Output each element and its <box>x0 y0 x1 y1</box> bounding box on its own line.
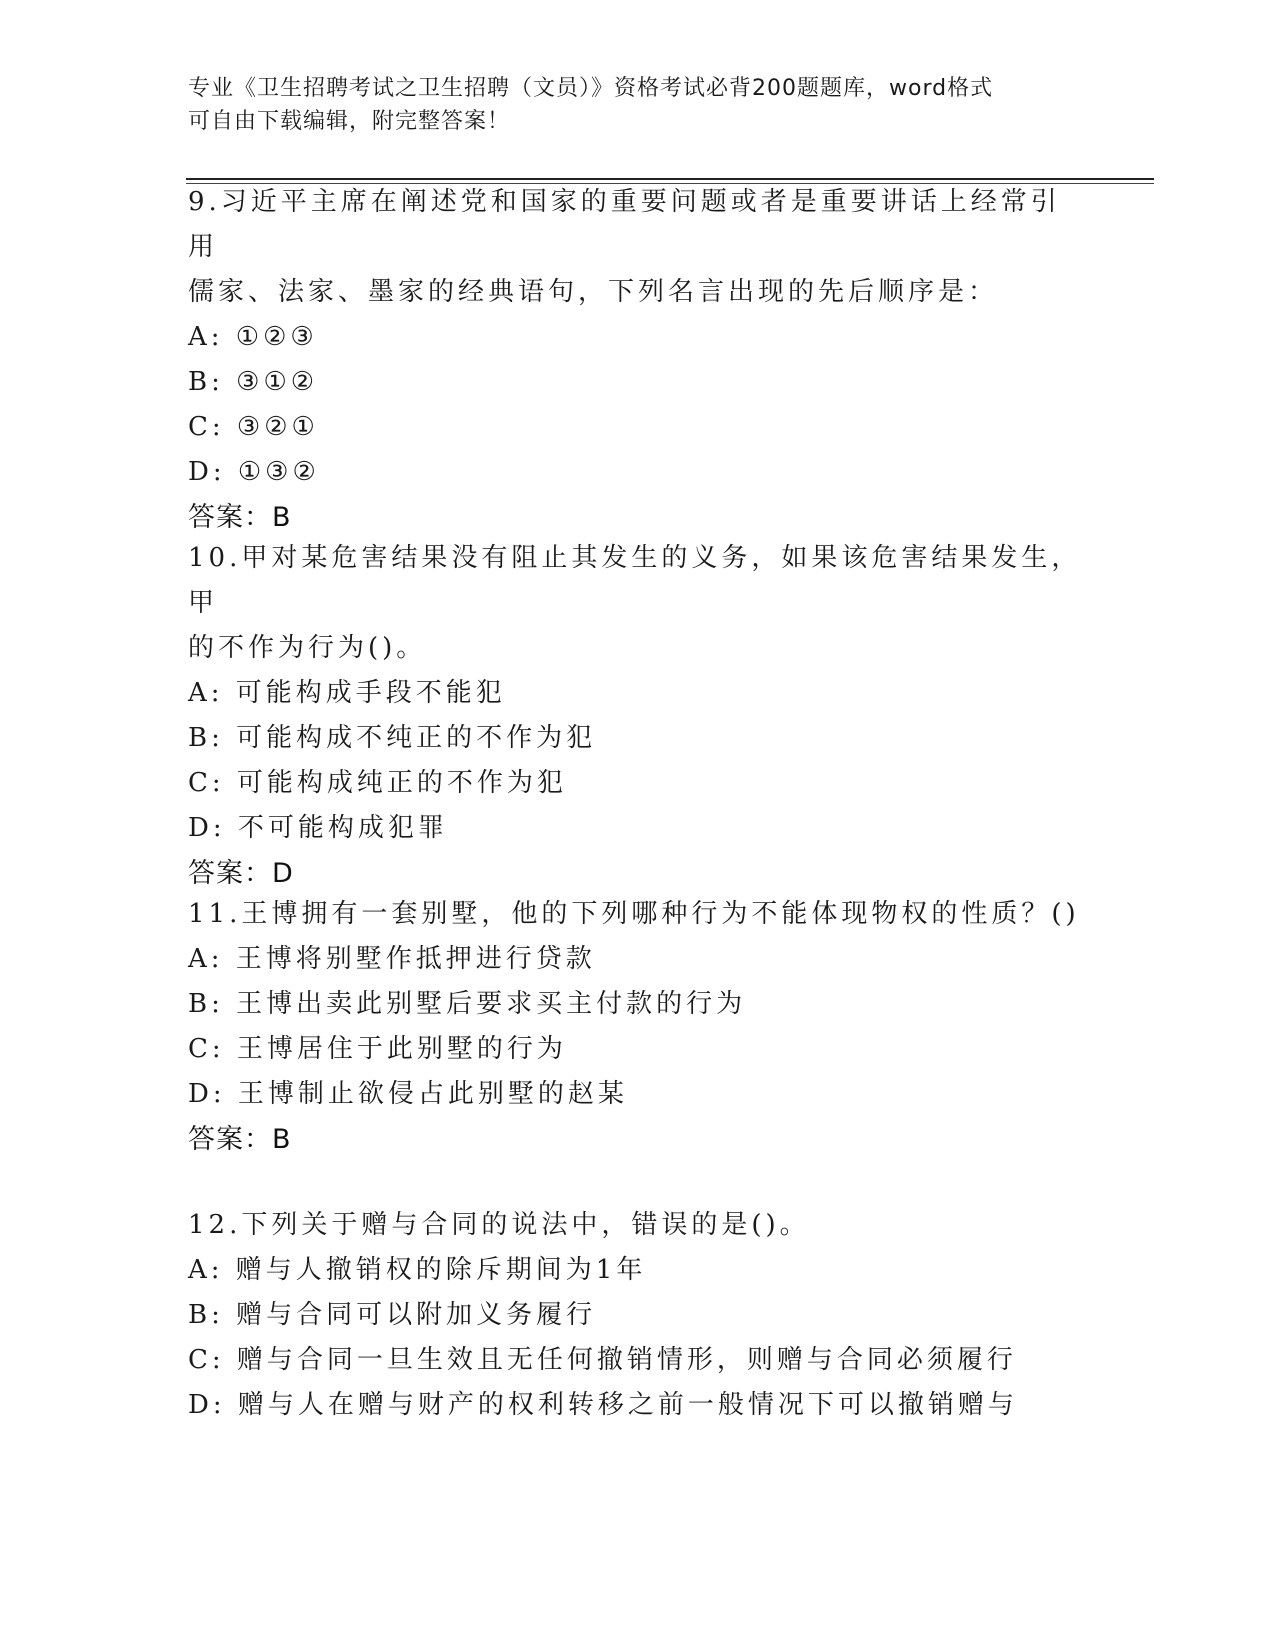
question-11 <box>188 892 1088 1162</box>
header-line-1: 专业《卫生招聘考试之卫生招聘（文员）》资格考试必背200题题库，word格式 <box>188 76 994 101</box>
question-stem-line: 11.王博拥有一套别墅，他的下列哪种行为不能体现物权的性质？() <box>188 899 1080 929</box>
question-12 <box>188 1203 1088 1428</box>
question-stem-line: 10.甲对某危害结果没有阻止其发生的义务，如果该危害结果发生，甲 <box>188 543 1082 618</box>
option-b: B: 赠与合同可以附加义务履行 <box>188 1300 597 1330</box>
option-d: D: 王博制止欲侵占此别墅的赵某 <box>188 1079 628 1109</box>
answer: 答案：B <box>188 502 292 533</box>
option-d: D: 赠与人在赠与财产的权利转移之前一般情况下可以撤销赠与 <box>188 1390 1018 1420</box>
option-b: B: 可能构成不纯正的不作为犯 <box>188 723 597 753</box>
option-a: A: 赠与人撤销权的除斥期间为1年 <box>188 1255 647 1285</box>
option-b: B: ③①② <box>188 367 319 397</box>
question-10 <box>188 536 1088 896</box>
option-c: C: 王博居住于此别墅的行为 <box>188 1034 567 1064</box>
document-header <box>188 72 1088 138</box>
option-b: B: 王博出卖此别墅后要求买主付款的行为 <box>188 989 747 1019</box>
question-9 <box>188 180 1088 540</box>
answer: 答案：B <box>188 1124 292 1155</box>
option-a: A: ①②③ <box>188 322 318 352</box>
question-stem-line: 12.下列关于赠与合同的说法中，错误的是()。 <box>188 1210 810 1240</box>
option-c: C: 赠与合同一旦生效且无任何撤销情形，则赠与合同必须履行 <box>188 1345 1017 1375</box>
question-stem-line: 儒家、法家、墨家的经典语句，下列名言出现的先后顺序是： <box>188 277 999 307</box>
option-c: C: ③②① <box>188 412 319 442</box>
option-a: A: 王博将别墅作抵押进行贷款 <box>188 944 596 974</box>
option-d: D: ①③② <box>188 457 320 487</box>
option-d: D: 不可能构成犯罪 <box>188 813 448 843</box>
header-line-2: 可自由下载编辑，附完整答案！ <box>188 109 511 134</box>
question-stem-line: 的不作为行为()。 <box>188 633 427 663</box>
answer: 答案：D <box>188 858 294 889</box>
question-stem-line: 9.习近平主席在阐述党和国家的重要问题或者是重要讲话上经常引用 <box>188 187 1061 262</box>
option-a: A: 可能构成手段不能犯 <box>188 678 506 708</box>
option-c: C: 可能构成纯正的不作为犯 <box>188 768 567 798</box>
